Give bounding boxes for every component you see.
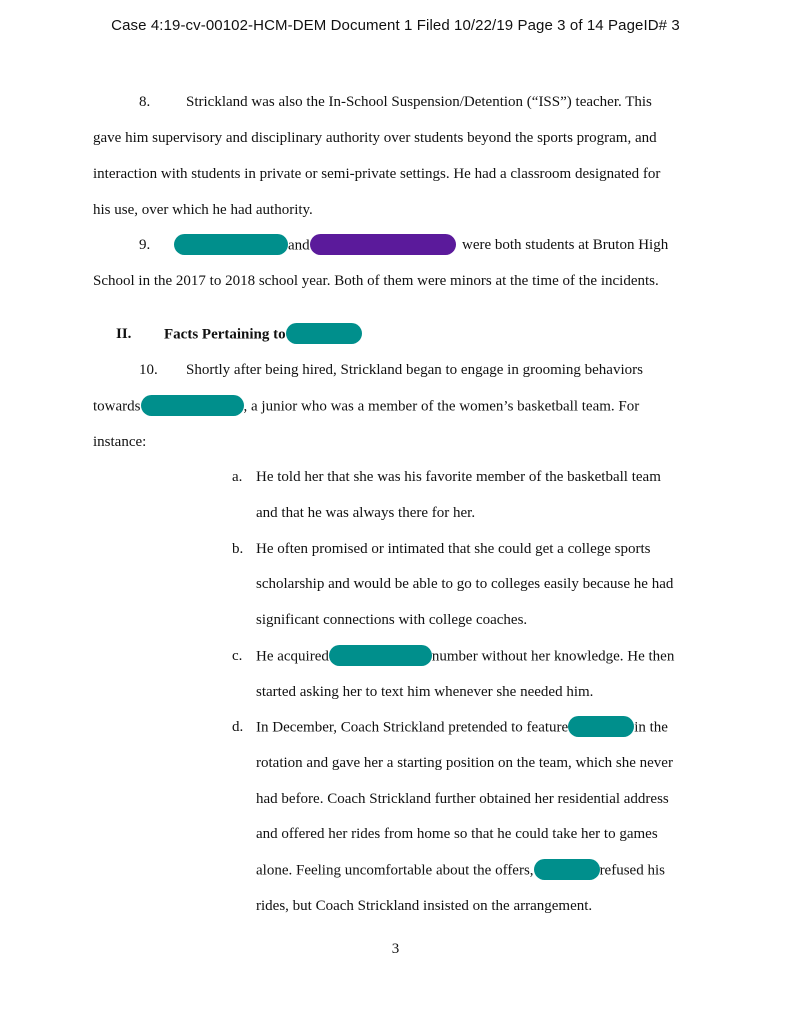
item-b-letter: b. [232, 541, 244, 557]
item-d-line-4: and offered her rides from home so that he could take her to games [256, 826, 658, 842]
redaction-mark [568, 716, 634, 737]
redaction-mark [141, 395, 244, 416]
paragraph-9-line-1-tail: were both students at Bruton High [462, 237, 669, 253]
paragraph-9-and: and [288, 237, 310, 254]
paragraph-10-number: 10. [139, 362, 158, 378]
item-d-line-3: had before. Coach Strickland further obtained her residential address [256, 791, 669, 807]
item-d-letter: d. [232, 719, 244, 735]
paragraph-10-line-3: instance: [93, 434, 147, 450]
item-d-line-6: rides, but Coach Strickland insisted on the arrangement. [256, 898, 593, 914]
paragraph-10-line-2-tail: , a junior who was a member of the women’s basketball team. For [243, 398, 640, 415]
paragraph-8-line-4: his use, over which he had authority. [93, 202, 313, 218]
item-c-line-2: started asking her to text him whenever she needed him. [256, 684, 594, 700]
item-c-line-1-tail: number without her knowledge. He then [431, 648, 675, 665]
item-c-letter: c. [232, 648, 243, 664]
item-a-letter: a. [232, 469, 243, 485]
paragraph-8-number: 8. [139, 94, 151, 110]
redaction-mark [534, 859, 600, 880]
redaction-mark [174, 234, 288, 255]
case-header: Case 4:19-cv-00102-HCM-DEM Document 1 Filed 10/22/19 Page 3 of 14 PageID# 3 [111, 17, 680, 34]
item-b-line-3: significant connections with college coaches. [256, 612, 528, 628]
item-d-line-1-head: In December, Coach Strickland pretended to feature [256, 719, 569, 736]
paragraph-9-line-1 [174, 237, 456, 255]
page-number: 3 [391, 941, 400, 957]
paragraph-9-number: 9. [139, 237, 151, 253]
item-d-line-1-tail: in the [634, 719, 668, 736]
item-d-line-5-head: alone. Feeling uncomfortable about the offers, [256, 862, 534, 879]
section-heading-text: Facts Pertaining to [164, 326, 286, 343]
section-heading [164, 326, 362, 344]
item-d-line-2: rotation and gave her a starting position on the team, which she never [256, 755, 673, 771]
paragraph-10-line-2 [93, 398, 639, 416]
item-a-line-2: and that he was always there for her. [256, 505, 476, 521]
redaction-mark [286, 323, 362, 344]
item-b-line-1: He often promised or intimated that she could get a college sports [256, 541, 651, 557]
paragraph-8-line-3: interaction with students in private or semi-private settings. He had a classroom designated for [93, 166, 661, 182]
item-c-line-1 [256, 648, 674, 666]
item-c-line-1-head: He acquired [256, 648, 329, 665]
section-numeral: II. [116, 326, 132, 342]
item-d-line-5-tail: refused his [599, 862, 665, 879]
paragraph-10-line-1: Shortly after being hired, Strickland began to engage in grooming behaviors [186, 362, 643, 378]
paragraph-9-line-2: School in the 2017 to 2018 school year. Both of them were minors at the time of the incidents. [93, 273, 659, 289]
paragraph-8-line-2: gave him supervisory and disciplinary authority over students beyond the sports program, and [93, 130, 657, 146]
item-b-line-2: scholarship and would be able to go to colleges easily because he had [256, 576, 674, 592]
item-d-line-5 [256, 862, 665, 880]
paragraph-8-line-1: Strickland was also the In-School Suspension/Detention (“ISS”) teacher. This [186, 94, 652, 110]
item-d-line-1 [256, 719, 668, 737]
paragraph-10-towards: towards [93, 398, 141, 415]
redaction-mark-purple [310, 234, 456, 255]
item-a-line-1: He told her that she was his favorite member of the basketball team [256, 469, 661, 485]
redaction-mark [329, 645, 432, 666]
